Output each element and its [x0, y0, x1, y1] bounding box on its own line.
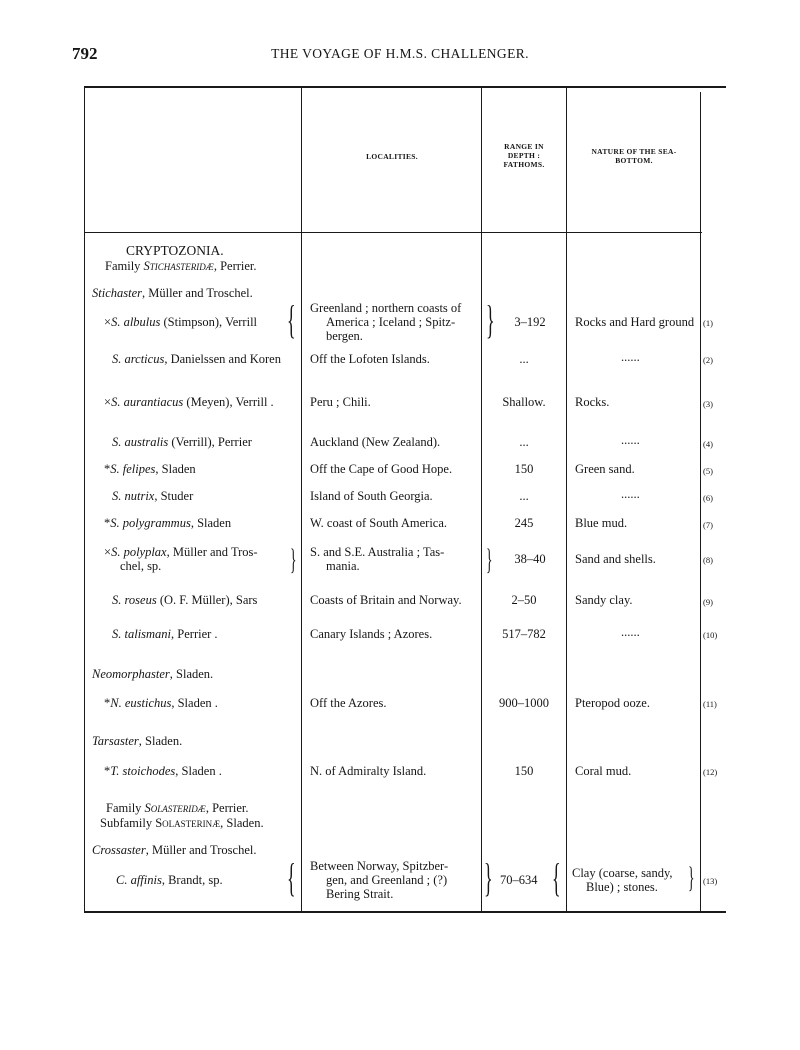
locality-line: Off the Azores.: [310, 696, 387, 710]
species-author: , Studer: [154, 489, 194, 503]
locality-line: Off the Lofoten Islands.: [310, 352, 430, 366]
locality-line: gen, and Greenland ; (?): [326, 873, 448, 887]
locality-line: W. coast of South America.: [310, 516, 448, 530]
depth-value: 2–50: [511, 593, 537, 607]
family-author: , Perrier.: [213, 259, 257, 273]
col-head-bottom: NATURE OF THE SEA-BOTTOM.: [591, 147, 677, 165]
mark: *: [104, 764, 111, 778]
right-brace-icon: }: [484, 855, 493, 900]
depth-value: ...: [519, 435, 529, 449]
species-row: [116, 873, 223, 887]
bottom-value: Rocks and Hard ground: [575, 315, 695, 329]
species-row: [112, 627, 218, 641]
locality-line: Peru ; Chili.: [310, 395, 371, 409]
bottom-value: ......: [621, 625, 640, 639]
ref-number: (2): [703, 355, 713, 365]
species-name: S. felipes: [110, 462, 156, 476]
rule-depth-bottom: [566, 86, 567, 912]
locality-line: bergen.: [326, 329, 363, 343]
family-author: , Perrier.: [205, 801, 249, 815]
species-name: S. nutrix: [112, 489, 155, 503]
subfamily-label: Subfamily: [100, 816, 153, 830]
species-author: (Stimpson), Verrill: [163, 315, 258, 329]
species-name: C. affinis: [116, 873, 162, 887]
family-name: Stichasteridæ: [143, 259, 214, 273]
species-author: , Müller and Tros-: [166, 545, 258, 559]
order-heading: CRYPTOZONIA.: [126, 243, 224, 258]
species-author: , Danielssen and Koren: [164, 352, 281, 366]
genus-name: Stichaster: [92, 286, 142, 300]
ref-number: (7): [703, 520, 713, 530]
bottom-value: Rocks.: [575, 395, 610, 409]
right-brace-icon: }: [486, 297, 495, 342]
depth-value: 900–1000: [499, 696, 549, 710]
species-row: [104, 462, 196, 476]
bottom-value: Sandy clay.: [575, 593, 633, 607]
species-row: [112, 352, 281, 366]
depth-value: 150: [514, 764, 534, 778]
depth-value: 245: [514, 516, 534, 530]
locality-line: Island of South Georgia.: [310, 489, 433, 503]
species-name: S. arcticus: [112, 352, 165, 366]
ref-number: (3): [703, 399, 713, 409]
species-name: S. albulus: [111, 315, 161, 329]
species-row: [104, 395, 274, 409]
locality-line: America ; Iceland ; Spitz-: [326, 315, 456, 329]
mark: ×: [104, 395, 112, 409]
mark: *: [104, 462, 111, 476]
mark: ×: [104, 315, 112, 329]
bottom-value: ......: [621, 350, 640, 364]
ref-number: (4): [703, 439, 713, 449]
species-name: S. roseus: [112, 593, 157, 607]
species-name: T. stoichodes: [110, 764, 176, 778]
genus-author: , Müller and Troschel.: [145, 843, 257, 857]
bottom-value: Blue) ; stones.: [586, 880, 658, 894]
genus-heading-4: [92, 843, 256, 857]
genus-author: , Sladen.: [169, 667, 214, 681]
ref-number: (12): [703, 767, 718, 777]
bottom-value: Blue mud.: [575, 516, 628, 530]
species-name: S. polyplax: [111, 545, 167, 559]
bottom-value: ......: [621, 433, 640, 447]
species-author: , Sladen .: [175, 764, 222, 778]
rule-bottom-ref: [700, 92, 701, 912]
ref-number: (8): [703, 555, 713, 565]
species-author: , Sladen .: [171, 696, 218, 710]
depth-value: ...: [519, 489, 529, 503]
locality-line: Coasts of Britain and Norway.: [310, 593, 462, 607]
family-heading-1: [105, 259, 257, 273]
species-name: N. eustichus: [110, 696, 172, 710]
depth-value: 38–40: [514, 552, 546, 566]
bottom-value: Green sand.: [575, 462, 635, 476]
species-name: S. australis: [112, 435, 169, 449]
table-top-rule: [84, 86, 726, 88]
table-bottom-rule: [84, 911, 726, 913]
subfamily-author: , Sladen.: [220, 816, 264, 830]
depth-value: 70–634: [500, 873, 538, 887]
subfamily-heading: [100, 816, 264, 830]
subfamily-name: Solasterinæ: [155, 816, 221, 830]
ref-number: (11): [703, 699, 717, 709]
bottom-value: Sand and shells.: [575, 552, 656, 566]
species-name: S. aurantiacus: [111, 395, 184, 409]
ref-number: (5): [703, 466, 713, 476]
right-brace-icon: }: [486, 543, 493, 576]
family-name: Solasteridæ: [144, 801, 206, 815]
left-brace-icon: {: [552, 855, 561, 900]
species-row: [104, 315, 257, 329]
locality-line: S. and S.E. Australia ; Tas-: [310, 545, 445, 559]
species-row: [112, 489, 193, 503]
species-row: [104, 696, 218, 710]
genus-author: , Sladen.: [138, 734, 183, 748]
species-name: S. talismani: [112, 627, 172, 641]
genus-name: Crossaster: [92, 843, 146, 857]
left-brace-icon: {: [287, 297, 296, 342]
species-author: , Perrier .: [171, 627, 218, 641]
bottom-value: Clay (coarse, sandy,: [572, 866, 673, 880]
depth-value: 517–782: [502, 627, 546, 641]
rule-left: [84, 86, 85, 912]
family-label: Family: [106, 801, 142, 815]
locality-line: Auckland (New Zealand).: [310, 435, 441, 449]
genus-author: , Müller and Troschel.: [142, 286, 253, 300]
locality-line: Off the Cape of Good Hope.: [310, 462, 453, 476]
species-author: (Verrill), Perrier: [171, 435, 252, 449]
col-head-depth: RANGE IN DEPTH : FATHOMS.: [503, 142, 545, 169]
ref-number: (1): [703, 318, 713, 328]
ref-number: (13): [703, 876, 718, 886]
species-name: S. polygrammus: [110, 516, 191, 530]
family-label: Family: [105, 259, 141, 273]
depth-value: 150: [514, 462, 534, 476]
col-head-localities: LOCALITIES.: [366, 152, 418, 161]
species-author: (O. F. Müller), Sars: [159, 593, 258, 607]
locality-line: N. of Admiralty Island.: [310, 764, 427, 778]
depth-value: 3–192: [514, 315, 546, 329]
genus-name: Tarsaster: [92, 734, 139, 748]
ref-number: (9): [703, 597, 713, 607]
species-row: [104, 764, 222, 778]
genus-name: Neomorphaster: [92, 667, 170, 681]
bottom-value: ......: [621, 487, 640, 501]
locality-line: Bering Strait.: [326, 887, 394, 901]
genus-heading-3: [92, 734, 182, 748]
species-author-cont: chel, sp.: [120, 559, 162, 573]
depth-value: Shallow.: [502, 395, 546, 409]
locality-line: Greenland ; northern coasts of: [310, 301, 462, 315]
header-bottom-rule: [84, 232, 702, 233]
left-brace-icon: {: [287, 855, 296, 900]
mark: *: [104, 516, 111, 530]
species-row: [112, 435, 252, 449]
species-author: , Sladen: [190, 516, 232, 530]
mark: *: [104, 696, 111, 710]
species-row: [112, 593, 257, 607]
species-author: (Meyen), Verrill .: [186, 395, 274, 409]
page-number: 792: [72, 44, 98, 63]
species-author: , Sladen: [155, 462, 196, 476]
species-row: [104, 516, 231, 530]
species-author: , Brandt, sp.: [161, 873, 223, 887]
depth-value: ...: [519, 352, 529, 366]
locality-line: Canary Islands ; Azores.: [310, 627, 433, 641]
ref-number: (6): [703, 493, 713, 503]
genus-heading-1: [92, 286, 253, 300]
ref-number: (10): [703, 630, 718, 640]
right-brace-icon: }: [290, 543, 297, 576]
right-brace-icon: }: [688, 861, 695, 894]
genus-heading-2: [92, 667, 213, 681]
rule-species-localities: [301, 86, 302, 912]
locality-line: Between Norway, Spitzber-: [310, 859, 449, 873]
running-title: THE VOYAGE OF H.M.S. CHALLENGER.: [271, 46, 529, 61]
species-row: [104, 545, 258, 559]
locality-line: mania.: [326, 559, 360, 573]
bottom-value: Coral mud.: [575, 764, 632, 778]
family-heading-2: [106, 801, 249, 815]
mark: ×: [104, 545, 112, 559]
bottom-value: Pteropod ooze.: [575, 696, 650, 710]
